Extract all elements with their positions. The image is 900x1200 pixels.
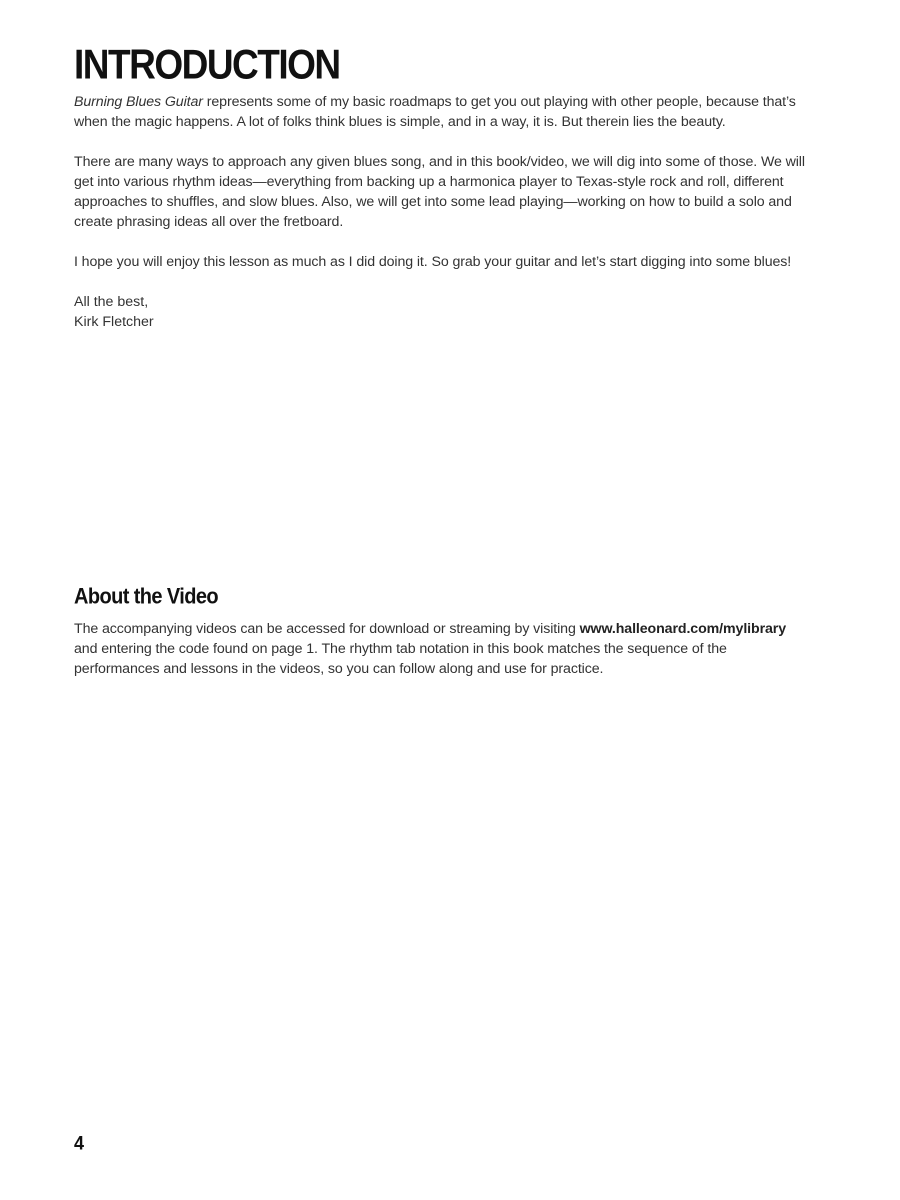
about-video-paragraph — [74, 619, 794, 679]
about-video-heading: About the Video — [74, 584, 218, 610]
about-video-text-after: and entering the code found on page 1. The rhythm tab notation in this book matches the sequence of the performances and lessons in the videos, so you can follow along and use for practice. — [74, 641, 727, 677]
mylibrary-link[interactable]: www.halleonard.com/mylibrary — [579, 621, 786, 637]
author-signature: Kirk Fletcher — [74, 314, 154, 330]
introduction-body — [74, 92, 814, 332]
intro-paragraph-2: There are many ways to approach any given blues song, and in this book/video, we will dig into some of those. We will get into various rhythm ideas—everything from backing up a harmonica player to Texas-style rock and roll, different approaches to shuffles, and slow blues. Also, we will get into some lead playing—working on how to build a solo and create phrasing ideas all over the fretboard. — [74, 154, 805, 230]
about-video-text-before: The accompanying videos can be accessed for download or streaming by visiting — [74, 621, 580, 637]
closing-line: All the best, — [74, 294, 149, 310]
page-number: 4 — [74, 1131, 85, 1154]
intro-paragraph-1-text: represents some of my basic roadmaps to get you out playing with other people, because that’s when the magic happens. A lot of folks think blues is simple, and in a way, it is. But therein lies the beauty. — [74, 94, 796, 130]
book-title-italic: Burning Blues Guitar — [74, 94, 203, 110]
intro-paragraph-1 — [74, 92, 814, 132]
signoff — [74, 292, 814, 332]
intro-paragraph-3: I hope you will enjoy this lesson as much as I did doing it. So grab your guitar and let’s start digging into some blues! — [74, 254, 792, 270]
about-video-body — [74, 619, 794, 699]
page-title: INTRODUCTION — [74, 41, 340, 88]
